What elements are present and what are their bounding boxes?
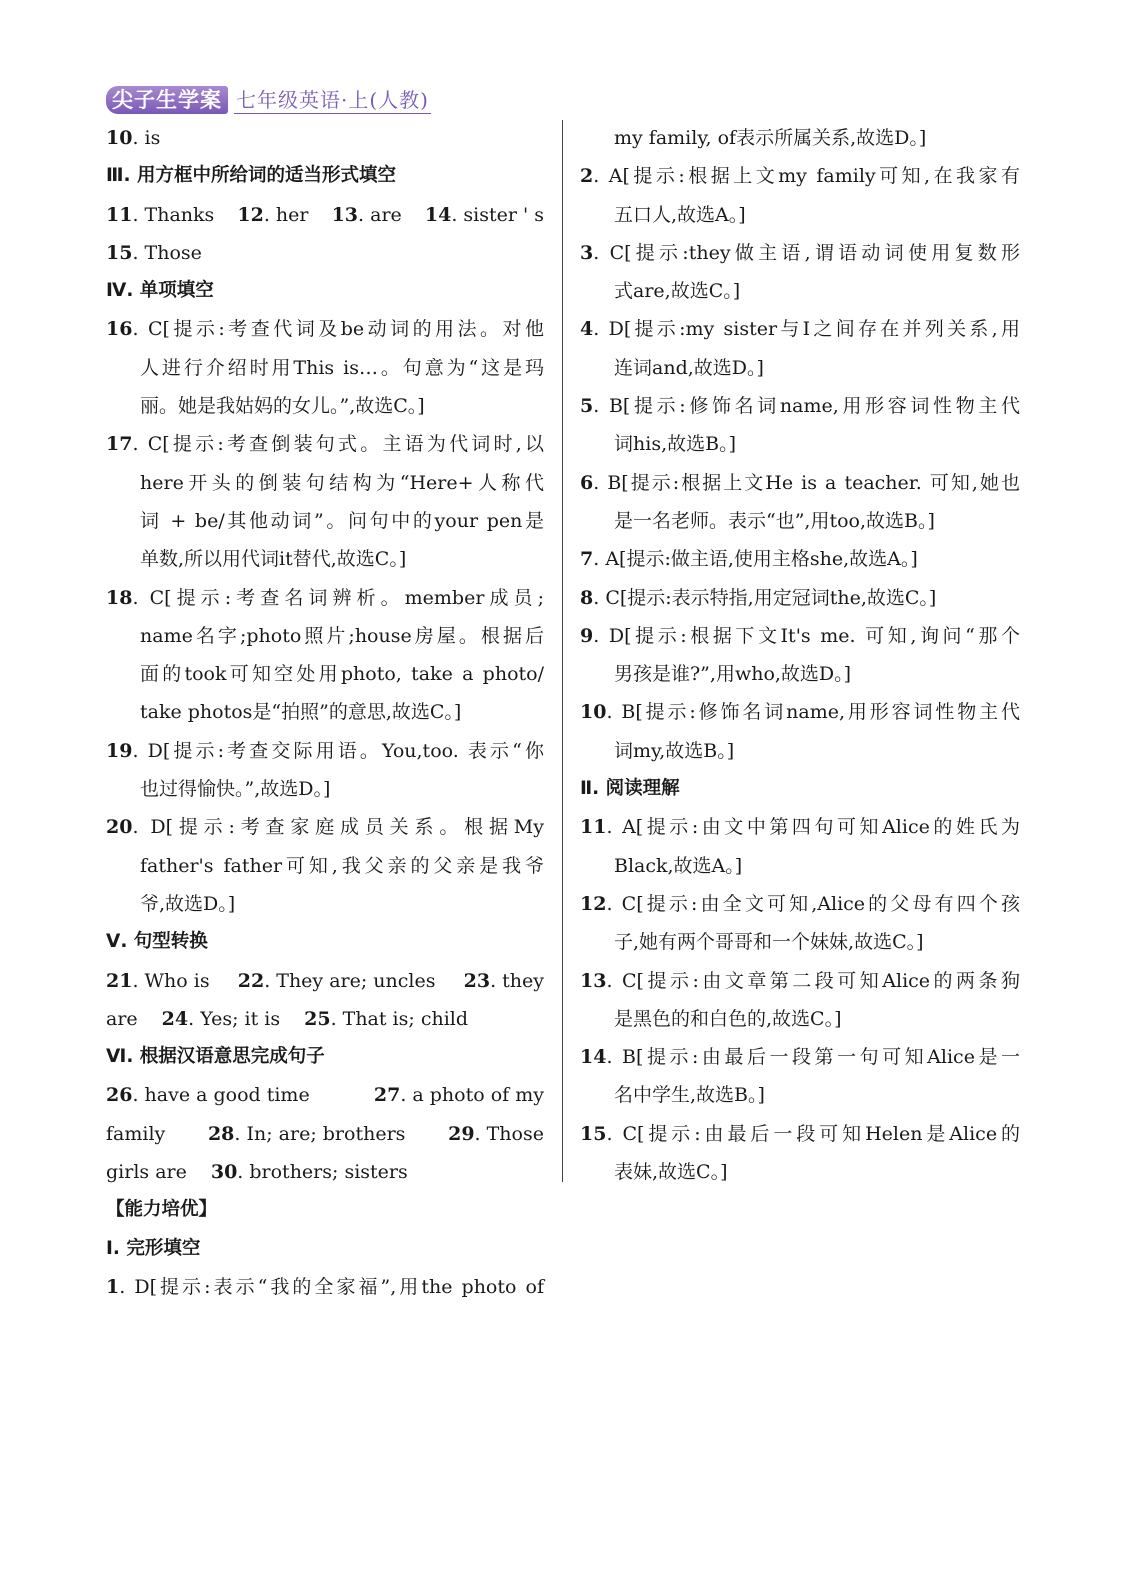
item-number: 5	[580, 395, 594, 418]
item-number: 14	[580, 1046, 607, 1069]
answer-item	[580, 310, 1020, 348]
answer-item	[106, 310, 544, 348]
answer-text: . is	[132, 127, 161, 149]
answer-text: . B[提示:根据上文He is a teacher. 可知,她也	[593, 471, 1020, 494]
answer-text: . have a good time	[132, 1084, 310, 1107]
item-number: 23	[463, 969, 491, 992]
answer-item	[304, 1008, 468, 1030]
page-header	[106, 86, 431, 114]
answer-text: . Thanks	[132, 203, 215, 226]
continuation-line: 人进行介绍时用This is…。句意为“这是玛	[140, 356, 544, 379]
answer-item	[211, 1161, 408, 1183]
continuation-line: 式are,故选C。]	[614, 280, 741, 303]
continuation-line: 词my,故选B。]	[614, 739, 735, 762]
item-number: 10	[106, 127, 133, 149]
answer-item	[238, 962, 436, 1000]
item-number: 3	[580, 241, 594, 264]
answer-item	[106, 579, 544, 617]
answer-text: family	[106, 1122, 166, 1145]
section-heading: Ⅵ. 根据汉语意思完成句子	[106, 1046, 325, 1068]
answer-text: . her	[263, 203, 309, 226]
item-number: 7	[580, 548, 594, 571]
item-number: 11	[580, 816, 607, 839]
answer-item	[106, 962, 210, 1000]
item-number: 24	[161, 1007, 189, 1030]
answer-item	[580, 808, 1020, 846]
continuation-line: 单数,所以用代词it替代,故选C。]	[140, 548, 407, 571]
answer-text: . C[提示:由最后一段可知Helen是Alice的	[606, 1122, 1020, 1145]
continuation-line: here开头的倒装句结构为“Here+人称代	[140, 471, 544, 494]
answer-text: . C[提示:表示特指,用定冠词the,故选C。]	[593, 586, 937, 609]
answer-item	[237, 196, 308, 234]
item-number: 6	[580, 471, 594, 494]
continuation-line: 词 + be/其他动词”。问句中的your pen是	[140, 509, 544, 532]
answer-item	[106, 732, 544, 770]
answer-item	[464, 962, 544, 1000]
section-heading: Ⅰ. 完形填空	[106, 1237, 201, 1259]
answer-text: . a photo of my	[400, 1084, 544, 1107]
answer-item	[580, 579, 1020, 617]
answer-item	[106, 1268, 544, 1306]
answer-item	[332, 196, 402, 234]
answer-item	[580, 157, 1020, 195]
item-number: 14	[424, 203, 452, 226]
answer-text: . Those	[132, 241, 202, 264]
answer-text: . D[提示:表示“我的全家福”,用the photo of	[119, 1275, 544, 1298]
answer-text: . Who is	[132, 969, 210, 992]
continuation-line: name名字;photo照片;house房屋。根据后	[140, 624, 544, 647]
answer-item	[106, 425, 544, 463]
answer-line	[106, 1076, 544, 1114]
answer-item	[425, 196, 544, 234]
answer-item	[580, 234, 1020, 272]
answer-text: . B[提示:由最后一段第一句可知Alice是一	[606, 1046, 1020, 1069]
continuation-line: 表妹,故选C。]	[614, 1161, 728, 1184]
item-number: 13	[331, 203, 359, 226]
answer-line	[106, 962, 544, 1000]
item-number: 26	[106, 1084, 133, 1107]
answer-item	[106, 119, 544, 157]
item-number: 2	[580, 165, 594, 188]
answer-item	[374, 1076, 544, 1114]
answer-text: . Yes; it is	[188, 1007, 281, 1030]
item-number: 12	[580, 892, 607, 915]
answer-text: . C[提示:考查倒装句式。主语为代词时,以	[132, 433, 544, 456]
continuation-line: my family, of表示所属关系,故选D。]	[614, 127, 927, 149]
answer-item	[580, 387, 1020, 425]
item-number: 25	[304, 1007, 331, 1030]
continuation-line: 子,她有两个哥哥和一个妹妹,故选C。]	[614, 931, 924, 954]
answer-item	[106, 234, 544, 272]
book-subtitle: 七年级英语·上(人教)	[236, 87, 429, 112]
item-number: 19	[106, 739, 133, 762]
answer-line	[106, 1115, 544, 1153]
item-number: 10	[580, 701, 607, 724]
continuation-line: take photos是“拍照”的意思,故选C。]	[140, 701, 462, 724]
answer-item	[580, 617, 1020, 655]
continuation-line: 是一名老师。表示“也”,用too,故选B。]	[614, 509, 935, 532]
right-column	[580, 119, 1020, 1191]
answer-text: . C[提示:考查代词及be动词的用法。对他	[132, 318, 544, 341]
item-number: 17	[106, 433, 133, 456]
answer-item	[448, 1115, 544, 1153]
continuation-line: 面的took可知空处用photo, take a photo/	[140, 663, 544, 686]
item-number: 12	[237, 203, 264, 226]
answer-item	[580, 464, 1020, 502]
answer-item	[580, 1115, 1020, 1153]
answer-text: . They are; uncles	[264, 969, 436, 992]
item-number: 20	[106, 816, 133, 839]
item-number: 18	[106, 586, 133, 609]
answer-item	[580, 693, 1020, 731]
answer-text: . C[提示:they做主语,谓语动词使用复数形	[593, 241, 1020, 264]
answer-text: . That is; child	[330, 1007, 469, 1030]
section-heading: Ⅱ. 阅读理解	[580, 778, 680, 800]
item-number: 1	[106, 1275, 120, 1298]
column-divider	[562, 120, 563, 1182]
continuation-line: father's father可知,我父亲的父亲是我爷	[140, 854, 544, 877]
item-number: 13	[580, 969, 607, 992]
continuation-line: 名中学生,故选B。]	[614, 1084, 765, 1107]
answer-text: . C[提示:考查名词辨析。member成员;	[132, 586, 544, 609]
answer-item	[580, 962, 1020, 1000]
section-heading: Ⅲ. 用方框中所给词的适当形式填空	[106, 165, 396, 187]
answer-item	[580, 885, 1020, 923]
answer-text: . B[提示:修饰名词name,用形容词性物主代	[593, 395, 1020, 418]
answer-text: . C[提示:由全文可知,Alice的父母有四个孩	[606, 892, 1020, 915]
answer-text: . brothers; sisters	[237, 1161, 408, 1184]
item-number: 27	[373, 1084, 401, 1107]
continuation-line: 五口人,故选A。]	[614, 203, 746, 226]
continuation-line: 丽。她是我姑妈的女儿。”,故选C。]	[140, 395, 425, 418]
left-column	[106, 119, 544, 1306]
answer-text: . In; are; brothers	[234, 1122, 406, 1145]
answer-text: . A[提示:根据上文my family可知,在我家有	[593, 165, 1020, 188]
section-heading: 【能力培优】	[106, 1199, 218, 1221]
answer-text: . are	[358, 203, 402, 226]
answer-item	[162, 1008, 280, 1030]
answer-item	[106, 1076, 310, 1114]
answer-text: . D[提示:考查家庭成员关系。根据My	[132, 816, 544, 839]
item-number: 29	[448, 1122, 475, 1145]
continuation-line: 词his,故选B。]	[614, 433, 736, 456]
item-number: 9	[580, 624, 594, 647]
answer-text: . C[提示:由文章第二段可知Alice的两条狗	[606, 969, 1020, 992]
answer-text: . they	[490, 969, 544, 992]
answer-text: . B[提示:修饰名词name,用形容词性物主代	[606, 701, 1020, 724]
answer-item	[580, 540, 1020, 578]
answer-item	[580, 1038, 1020, 1076]
section-heading: Ⅳ. 单项填空	[106, 280, 214, 302]
section-heading: Ⅴ. 句型转换	[106, 931, 208, 953]
answer-line	[106, 1153, 544, 1191]
answer-text: . A[提示:做主语,使用主格she,故选A。]	[593, 548, 918, 571]
continuation-line: Black,故选A。]	[614, 854, 743, 877]
answer-item	[106, 196, 214, 234]
answer-item	[208, 1115, 405, 1153]
answer-item	[106, 808, 544, 846]
answer-text: . A[提示:由文中第四句可知Alice的姓氏为	[606, 816, 1020, 839]
item-number: 11	[106, 203, 133, 226]
continuation-line: 连词and,故选D。]	[614, 356, 764, 379]
continuation-line: 也过得愉快。”,故选D。]	[140, 778, 331, 801]
continuation-line: 是黑色的和白色的,故选C。]	[614, 1007, 842, 1030]
item-number: 30	[210, 1161, 238, 1184]
item-number: 21	[106, 969, 133, 992]
continuation-line: 爷,故选D。]	[140, 892, 236, 915]
item-number: 28	[207, 1122, 235, 1145]
answer-text: girls are	[106, 1161, 187, 1184]
brand-badge: 尖子生学案	[106, 86, 228, 114]
item-number: 8	[580, 586, 594, 609]
answer-text: . sister ' s	[451, 203, 544, 226]
item-number: 4	[580, 318, 594, 341]
answer-text: . Those	[474, 1122, 544, 1145]
answer-text: . D[提示:考查交际用语。You,too. 表示“你	[132, 739, 544, 762]
item-number: 15	[106, 241, 133, 264]
answer-text: are	[106, 1007, 138, 1030]
item-number: 15	[580, 1122, 607, 1145]
item-number: 22	[237, 969, 265, 992]
answer-text: . D[提示:根据下文It's me. 可知,询问“那个	[593, 624, 1020, 647]
answer-text: . D[提示:my sister与I之间存在并列关系,用	[593, 318, 1020, 341]
item-number: 16	[106, 318, 133, 341]
answer-line	[106, 196, 544, 234]
answer-line	[106, 1000, 544, 1038]
continuation-line: 男孩是谁?”,用who,故选D。]	[614, 663, 852, 686]
